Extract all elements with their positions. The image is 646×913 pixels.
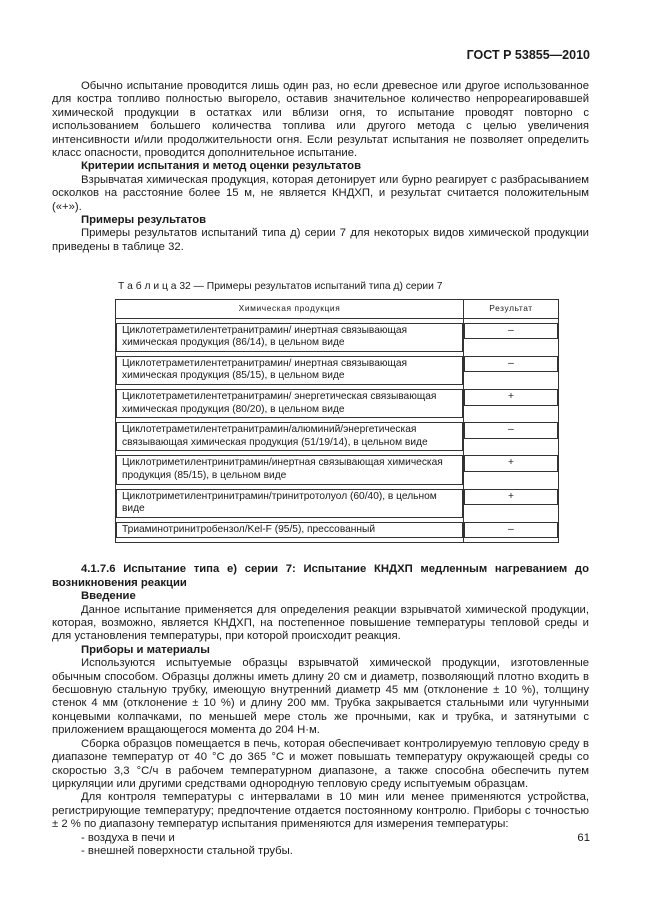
product-cell: Циклотетраметилентетранитрамин/ инертная связывающая химическая продукция (85/15), в цельном виде [116,356,463,385]
result-cell: – [464,422,558,439]
product-cell: Циклотетраметилентетранитрамин/ энергетическая связывающая химическая продукция (80/20), в цельном виде [116,389,463,418]
product-cell: Циклотриметилентринитрамин/тринитротолуол (60/40), в цельном виде [116,489,463,518]
list-item: - внешней поверхности стальной трубы. [81,844,293,857]
page-number: 61 [577,832,590,844]
equipment-paragraph-1: Используются испытуемые образцы взрывчатой химической продукции, изготовленные обычным способом. Образцы должны иметь длину 20 см и диаметр, позволяющий плотно входить в бесшовную стальную трубку, имеющую внутренний диаметр 45 мм (отклонение ± 10 %), толщину стенок 4 мм (отклонение ± 10 %) и длину 200 мм. Трубка закрывается стальными или чугунными концевыми колпачками, по меньшей мере столь же прочными, как и трубка, и затянутыми с приложением вращающегося момента до 204 Н·м. [52,657,589,737]
table-row [116,356,559,385]
product-cell: Триаминотринитробензол/Kel-F (95/5), прессованный [116,522,463,539]
equipment-paragraph-3: Для контроля температуры с интервалами в 10 мин или менее применяются устройства, регистрирующие температуру; предпочтение отдается постоянному контролю. Приборы с точностью ± 2 % по диапазону температур испытания применяются для измерения температуры: [52,791,589,831]
result-cell: + [464,389,558,406]
result-cell: + [464,489,558,506]
intro-paragraph-1: Обычно испытание проводится лишь один раз, но если древесное или другое использованное для костра топливо полностью выгорело, оставив значительное количество непрореагировавшей химической продукции в остатках или вблизи огня, то испытание проводят повторно с использованием большего количества топлива или другого метода с целью увеличения интенсивности и/или продолжительности огня. Если результат испытания не позволяет определить класс опасности, проводится дополнительное испытание. [52,80,589,160]
section-title: 4.1.7.6 Испытание типа е) серии 7: Испытание КНДХП медленным нагреванием до возникновения реакции [52,563,589,589]
result-cell: + [464,455,558,472]
criteria-heading: Критерии испытания и метод оценки результатов [81,160,362,173]
equipment-paragraph-2: Сборка образцов помещается в печь, которая обеспечивает контролируемую тепловую среду в диапазоне температур от 40 °С до 365 °С и может повышать температуру окружающей среды со скоростью 3,3 °С/ч в рабочем температурном диапазоне, а также способна обеспечить путем циркуляции или другими средствами однородную тепловую среду испытуемым образцам. [52,737,589,790]
intro-heading: Введение [81,590,136,603]
column-header-product: Химическая продукция [116,299,464,318]
product-cell: Циклотриметилентринитрамин/инертная связывающая химическая продукция (85/15), в цельном виде [116,455,463,484]
result-cell: – [464,323,558,340]
table-row [116,422,559,451]
column-header-result: Результат [464,299,559,318]
table-row [116,489,559,518]
examples-paragraph: Примеры результатов испытаний типа д) серии 7 для некоторых видов химической продукции приведены в таблице 32. [52,227,589,253]
equipment-heading: Приборы и материалы [81,643,210,656]
product-cell: Циклотетраметилентетранитрамин/ инертная связывающая химическая продукция (86/14), в цельном виде [116,323,463,352]
table-row [116,455,559,484]
examples-heading: Примеры результатов [81,214,207,227]
table-row [116,389,559,418]
list-item: - воздуха в печи и [81,831,175,844]
product-cell: Циклотетраметилентетранитрамин/алюминий/энергетическая связывающая химическая продукция (51/19/14), в цельном виде [116,422,463,451]
table-row [116,323,559,352]
table-row [116,522,559,539]
intro-body: Данное испытание применяется для определения реакции взрывчатой химической продукции, которая, возможно, является КНДХП, на постепенное повышение температуры тепловой среды и для установления температуры, при которой происходит реакция. [52,603,589,643]
standard-number: ГОСТ Р 53855—2010 [466,48,590,62]
page-content [52,80,589,858]
criteria-paragraph: Взрывчатая химическая продукция, которая детонирует или бурно реагирует с разбрасыванием осколков на расстояние более 15 м, не является КНДХП, и результат считается положительным («+»). [52,173,589,213]
result-cell: – [464,522,558,539]
result-cell: – [464,356,558,373]
results-table [115,299,559,544]
table-caption: Т а б л и ц а 32 — Примеры результатов испытаний типа д) серии 7 [118,281,443,293]
